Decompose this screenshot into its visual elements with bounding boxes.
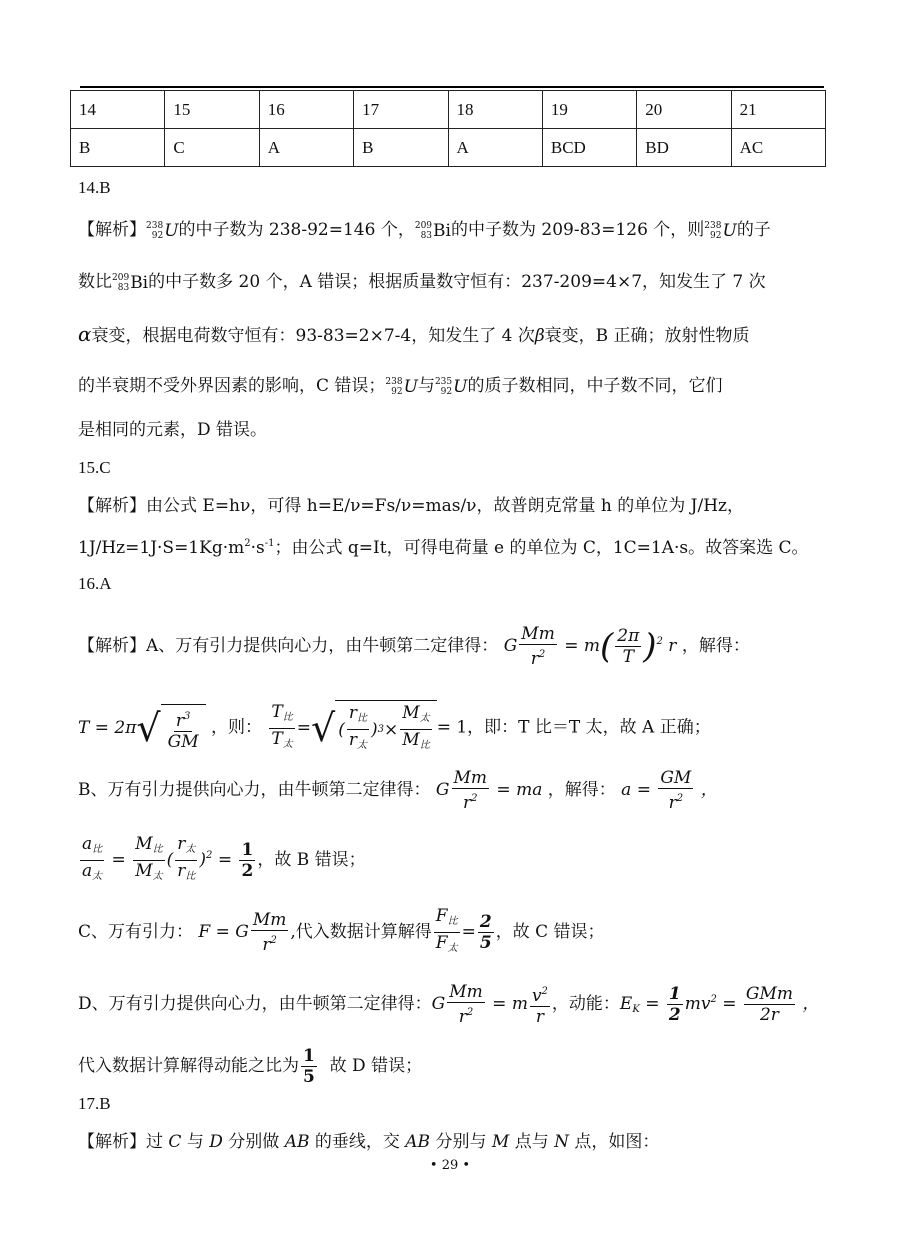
q15-line-1: 【解析】由公式 E=hν，可得 h=E/ν=Fs/ν=mas/ν，故普朗克常量 h 的单位为 J/Hz， xyxy=(78,496,745,516)
q16-heading: 16.A xyxy=(78,574,112,593)
formula-gravity-velocity: G $\frac{Mm}{r^2}$ = m $\frac{v^2}{r}$ xyxy=(431,982,548,1027)
text: 的质子数相同，中子数不同，它们 xyxy=(467,376,723,396)
equals-sign: = xyxy=(217,850,233,870)
mass-number: 209 xyxy=(112,273,130,283)
q17-line-1 xyxy=(78,1130,659,1154)
subscript: 太 xyxy=(282,738,293,750)
element-symbol: Bi xyxy=(433,220,451,241)
formula-acceleration: a = $\frac{GM}{r^2}$ ， xyxy=(621,768,718,813)
answer-cell: BCD xyxy=(542,129,636,167)
mass-number: 238 xyxy=(385,377,403,387)
isotope-u238 xyxy=(146,219,179,243)
q16-line-a1 xyxy=(78,624,750,669)
numerator: 1 xyxy=(303,1046,315,1066)
subscript: 比 xyxy=(282,711,293,723)
element-symbol: U xyxy=(164,220,179,241)
answer-table-header-row xyxy=(71,91,826,129)
answer-table-answer-row xyxy=(71,129,826,167)
text: 分别与 xyxy=(430,1132,492,1152)
text: 分别做 xyxy=(222,1132,285,1152)
question-number: 21 xyxy=(731,91,825,129)
segment-label: AB xyxy=(284,1132,310,1152)
q17-heading: 17.B xyxy=(78,1094,111,1113)
q16-line-a2 xyxy=(78,700,711,756)
text: 与 xyxy=(417,376,435,396)
question-number: 14 xyxy=(71,91,165,129)
text: 【解析】过 xyxy=(78,1132,169,1152)
element-symbol: U xyxy=(453,376,468,397)
answer-cell: B xyxy=(354,129,448,167)
answer-cell: B xyxy=(71,129,165,167)
formula-kinetic-energy: $E_K$ = $\frac{1}{2}$ $mv^2$ = $\frac{\text{GMm}}{2r}$ ， xyxy=(619,984,820,1025)
q14-heading: 14.B xyxy=(78,178,111,197)
formula-gravity-force: F = G $\frac{Mm}{r^2}$ xyxy=(198,910,287,955)
text: 的子 xyxy=(736,220,771,240)
q14-line-4 xyxy=(78,374,722,399)
formula-acceleration-ratio: $\frac{a_比}{a_太}$ = $\frac{M_比}{M_太}$ ( $\frac{r_太}{r_比}$ )$^2$ xyxy=(82,834,213,882)
mass-number: 209 xyxy=(414,221,433,231)
page-number: • 29 • xyxy=(429,1158,471,1173)
atomic-number: 92 xyxy=(710,231,722,241)
q15-heading: 15.C xyxy=(78,458,111,477)
formula-gravity-period: G $\frac{Mm}{r^2}$ = m( $\frac{2\pi}{T}$ )$^2$ r xyxy=(503,624,677,669)
q14-line-3 xyxy=(78,322,750,348)
superscript: -1 xyxy=(264,538,275,549)
text: ，动能： xyxy=(551,994,620,1014)
q14-line-1 xyxy=(78,218,771,243)
superscript: 2 xyxy=(244,538,251,549)
formula-period: T = 2π √ $\frac{r^3}{GM}$ xyxy=(78,718,206,738)
text: D、万有引力提供向心力，由牛顿第二定律得： xyxy=(78,994,432,1014)
element-symbol: U xyxy=(722,220,737,241)
mass-number: 235 xyxy=(434,377,453,387)
text: 1J/Hz=1J·S=1Kg·m xyxy=(78,538,245,558)
q16-line-c xyxy=(78,906,605,959)
atomic-number: 92 xyxy=(440,387,453,397)
q16-line-b1 xyxy=(78,768,718,813)
q16-line-d1 xyxy=(78,982,819,1027)
numerator: 2 xyxy=(479,912,492,932)
text: ，故 B 错误； xyxy=(257,850,366,870)
q14-line-5: 是相同的元素，D 错误。 xyxy=(78,420,268,440)
beta-symbol: β xyxy=(534,326,545,346)
question-number: 15 xyxy=(165,91,259,129)
point-label: D xyxy=(209,1132,223,1152)
text: 的半衰期不受外界因素的影响，C 错误； xyxy=(78,376,386,396)
mass-number: 238 xyxy=(146,221,164,231)
question-number: 20 xyxy=(637,91,731,129)
text: 点，如图： xyxy=(568,1132,660,1152)
mass-number: 238 xyxy=(704,221,722,231)
question-number: 18 xyxy=(448,91,542,129)
answer-cell: AC xyxy=(731,129,825,167)
formula-force-ratio: $\frac{F_比}{F_太}$ = $\frac{2}{5}$ xyxy=(435,906,492,954)
text: ·s xyxy=(250,538,265,558)
question-number: 17 xyxy=(354,91,448,129)
question-number: 19 xyxy=(542,91,636,129)
text: ，解得： xyxy=(681,636,750,656)
text: 的中子数为 238-92=146 个， xyxy=(178,220,415,240)
text: C、万有引力： xyxy=(78,922,194,942)
text: 的垂线，交 xyxy=(309,1132,406,1152)
text: 【解析】A、万有引力提供向心力，由牛顿第二定律得： xyxy=(78,636,499,656)
atomic-number: 83 xyxy=(420,231,433,241)
isotope-bi209 xyxy=(112,271,148,295)
point-label: C xyxy=(168,1132,182,1152)
answer-cell: A xyxy=(259,129,353,167)
q16-line-b2 xyxy=(78,834,366,887)
segment-label: AB xyxy=(405,1132,431,1152)
q14-line-2 xyxy=(78,270,766,295)
atomic-number: 92 xyxy=(151,231,164,241)
q15-line-2 xyxy=(78,532,809,560)
text: ，解得： xyxy=(547,780,616,800)
answer-table xyxy=(70,90,826,167)
fraction-one-fifth xyxy=(301,1046,317,1087)
analysis-tag: 【解析】 xyxy=(78,220,146,240)
answer-cell: BD xyxy=(637,129,731,167)
numerator: 1 xyxy=(241,840,254,860)
text: 的中子数为 209-83=126 个，则 xyxy=(450,220,705,240)
text: ，故 C 错误； xyxy=(495,922,605,942)
text: ,代入数据计算解得 xyxy=(290,922,432,942)
text: ，则： xyxy=(211,717,263,738)
text: ；由公式 q=It，可得电荷量 e 的单位为 C，1C=1A·s。故答案选 C。 xyxy=(274,538,809,558)
atomic-number: 92 xyxy=(391,387,403,397)
text: 点与 xyxy=(509,1132,555,1152)
text: 故 D 错误； xyxy=(329,1056,423,1076)
isotope-u235 xyxy=(435,375,468,399)
denominator: 5 xyxy=(479,933,492,953)
isotope-u238 xyxy=(385,375,418,399)
text: 衰变，B 正确；放射性物质 xyxy=(544,326,750,346)
denominator: 2 xyxy=(241,861,254,881)
text: 数比 xyxy=(78,272,112,292)
equals-one: = 1 xyxy=(436,717,468,738)
alpha-symbol: α xyxy=(78,322,92,346)
q16-line-d2 xyxy=(78,1046,422,1087)
formula-period-ratio: $\frac{T_比}{T_太}$ = √ ( $\frac{r_比}{r_太}$ ) 3 × $\frac{M_太}{M_比}$ xyxy=(267,718,436,738)
text: 衰变，根据电荷数守恒有：93-83=2×7-4，知发生了 4 次 xyxy=(91,326,535,346)
answer-cell: C xyxy=(165,129,259,167)
formula-gravity-acceleration: G $\frac{Mm}{r^2}$ = ma xyxy=(435,768,543,813)
answer-cell: A xyxy=(448,129,542,167)
isotope-u238 xyxy=(704,219,737,243)
text: 与 xyxy=(181,1132,210,1152)
text: 代入数据计算解得动能之比为 xyxy=(78,1056,299,1076)
text: B、万有引力提供向心力，由牛顿第二定律得： xyxy=(78,780,431,800)
question-number: 16 xyxy=(259,91,353,129)
text: ，即：T 比＝T 太，故 A 正确； xyxy=(467,717,711,738)
text: 的中子数多 20 个，A 错误；根据质量数守恒有：237-209=4×7，知发生了 7 次 xyxy=(148,272,766,292)
point-label: N xyxy=(554,1132,569,1152)
isotope-bi209 xyxy=(415,219,451,243)
fraction-half xyxy=(239,840,255,881)
atomic-number: 83 xyxy=(117,283,130,293)
denominator: 5 xyxy=(303,1067,315,1087)
point-label: M xyxy=(491,1132,510,1152)
element-symbol: U xyxy=(403,376,418,397)
top-rule xyxy=(80,86,824,88)
element-symbol: Bi xyxy=(130,272,149,293)
